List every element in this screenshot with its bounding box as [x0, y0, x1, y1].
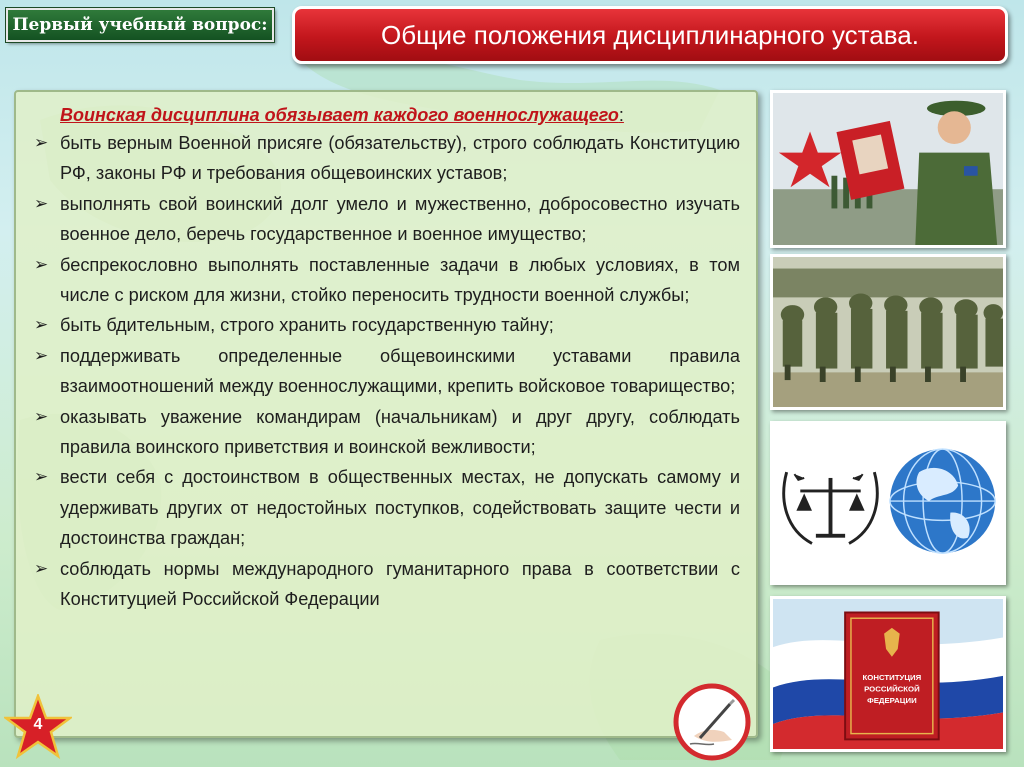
duties-list [30, 128, 740, 615]
page-number: 4 [33, 716, 43, 733]
list-item-text: соблюдать нормы международного гуманитарного права в соответствии с Конституцией Российской Федерации [60, 558, 740, 610]
list-item [30, 310, 740, 340]
arrow-bullet-icon: ➢ [34, 406, 49, 426]
list-item [30, 462, 740, 553]
list-item [30, 128, 740, 189]
svg-text:РОССИЙСКОЙ: РОССИЙСКОЙ [864, 684, 920, 694]
list-item-text: оказывать уважение командирам (начальникам) и друг другу, соблюдать правила воинского приветствия и воинской вежливости; [60, 406, 740, 458]
svg-text:ФЕДЕРАЦИИ: ФЕДЕРАЦИИ [867, 695, 917, 705]
svg-text:КОНСТИТУЦИЯ: КОНСТИТУЦИЯ [862, 672, 922, 682]
arrow-bullet-icon: ➢ [34, 558, 49, 578]
list-item [30, 189, 740, 250]
list-item-text: выполнять свой воинский долг умело и мужественно, добросовестно изучать военное дело, беречь государственное и военное имущество; [60, 193, 740, 245]
arrow-bullet-icon: ➢ [34, 193, 49, 213]
page-title: Общие положения дисциплинарного устава. [381, 19, 919, 50]
writing-hand-icon [672, 682, 752, 762]
list-item [30, 341, 740, 402]
page-number-star [4, 694, 72, 762]
title-bar [292, 6, 1008, 64]
list-item-text: вести себя с достоинством в общественных местах, не допускать самому и удерживать других от недостойных поступков, содействовать защите чести и достоинства граждан; [60, 467, 740, 549]
content-panel [14, 90, 758, 738]
intro-text: Воинская дисциплина обязывает каждого военнослужащего [60, 105, 619, 125]
oath-soldier-photo [770, 90, 1006, 248]
list-item [30, 402, 740, 463]
constitution-flag-photo [770, 596, 1006, 752]
arrow-bullet-icon: ➢ [34, 345, 49, 365]
soldiers-march-photo [770, 254, 1006, 410]
arrow-bullet-icon: ➢ [34, 133, 49, 152]
section-badge [6, 8, 274, 42]
list-item-text: беспрекословно выполнять поставленные задачи в любых условиях, в том числе с риском для жизни, стойко переносить трудности военной службы; [60, 254, 740, 306]
intro-colon: : [618, 105, 624, 125]
list-item [30, 554, 740, 615]
arrow-bullet-icon: ➢ [34, 467, 49, 487]
section-badge-label: Первый учебный вопрос: [12, 15, 268, 35]
list-item-text: быть верным Военной присяге (обязательству), строго соблюдать Конституцию РФ, законы РФ и требования общевоинских уставов; [60, 133, 740, 184]
list-item-text: быть бдительным, строго хранить государственную тайну; [60, 315, 554, 336]
arrow-bullet-icon: ➢ [34, 254, 49, 274]
list-item-text: поддерживать определенные общевоинскими уставами правила взаимоотношений между военнослужащими, крепить войсковое товарищество; [60, 345, 740, 397]
list-item [30, 250, 740, 311]
justice-globe-photo [770, 421, 1006, 585]
arrow-bullet-icon: ➢ [34, 315, 49, 335]
intro-line [30, 102, 740, 128]
